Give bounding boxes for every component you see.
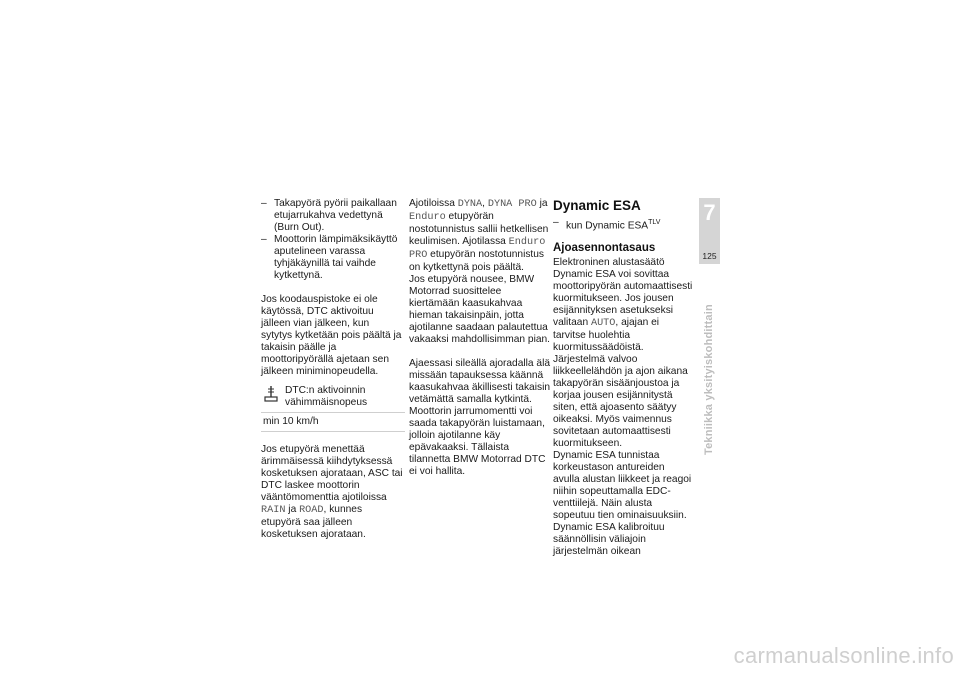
chapter-title: Tekniikka yksityiskohdittain: [703, 304, 715, 455]
gauge-icon: [263, 385, 285, 409]
section-title: Dynamic ESA: [553, 198, 641, 213]
page-number: 125: [702, 251, 717, 261]
paragraph: Jos koodauspistoke ei ole käytössä, DTC aktivoituu jälleen vian jälkeen, kun sytytys kytketään pois päältä ja takaisin päälle ja moottoripyörällä ajetaan sen jälkeen miniminopeudella.: [261, 294, 402, 377]
column-2: [409, 198, 551, 478]
spec-value: min 10 km/h: [261, 413, 405, 432]
paragraph: Ajotiloissa DYNA, DYNA PRO ja Enduro etupyörän nostotunnistus sallii hetkellisen keulimisen. Ajotilassa Enduro PRO etupyörän nostotunnistus on kytkettynä pois päältä.: [409, 198, 549, 273]
mode-rain: RAIN: [261, 505, 286, 516]
list-item: – Takapyörä pyörii paikallaan etujarrukahva vedettynä (Burn Out).: [261, 198, 397, 233]
mode-auto: AUTO: [590, 318, 616, 330]
paragraph: Dynamic ESA tunnistaa korkeustason antureiden avulla alustan liikkeet ja reagoi niihin sopeuttamalla EDC-venttiilejä. Näin alusta sopeutuu tien ominaisuuksiin. Dynamic ESA kalibroituu säännöllisin väliajoin järjestelmän oikean: [553, 450, 692, 558]
list-item: – Moottorin lämpimäksikäyttö aputelineen varassa tyhjäkäynillä tai vaihde kytkettynä.: [261, 234, 398, 281]
spec-label: DTC:n aktivoinnin vähimmäisnopeus: [285, 385, 368, 408]
paragraph: Jos etupyörä menettää ärimmäisessä kiihdytyksessä kosketuksen ajorataan, ASC tai DTC laskee moottorin vääntömomenttia ajotiloissa RAIN ja ROAD, kunnes etupyörä saa jälleen kosketuksen ajorataan.: [261, 444, 403, 540]
chapter-tab: [699, 198, 720, 264]
chapter-number: 7: [703, 200, 716, 225]
paragraph: Jos etupyörä nousee, BMW Motorrad suosittelee kiertämään kaasukahvaa hieman takaisinpäin, jotta ajotilanne saadaan palautettua vakaaksi mahdollisimman pian.: [409, 274, 550, 345]
subsection-title: Ajoasennontasaus: [553, 242, 656, 255]
watermark: carmanualsonline.info: [733, 643, 954, 668]
spec-table: [261, 382, 405, 432]
option-note: – kun Dynamic $ESA^{TLV}$: [553, 217, 661, 232]
mode-dyna-pro: DYNA PRO: [487, 199, 537, 210]
column-1: [261, 198, 403, 541]
mode-enduro-pro: Enduro PRO: [409, 237, 546, 261]
mode-enduro: Enduro: [409, 212, 446, 223]
paragraph: Ajaessasi sileällä ajoradalla älä missään tapauksessa käännä kaasukahvaa äkillisesti takaisin vetämättä samalla kytkintä. Moottorin jarrumomentti voi saada takapyörän luistamaan, jolloin ajotilanne käy epävakaaksi. Tällaista tilannetta BMW Motorrad DTC ei voi hallita.: [409, 358, 551, 477]
paragraph: Elektroninen alustasäätö Dynamic ESA voi sovittaa moottoripyörän automaattisesti kuormitukseen. Jos jousen esijännityksen asetukseksi valitaan AUTO, ajajan ei tarvitse huolehtia kuormitussäädöistä. Järjestelmä valvoo liikkeellelähdön ja ajon aikana takapyörän sisäänjoustoa ja korjaa jousen esijännitystä siten, että ajoasento säätyy oikeaksi. Myös vaimennus sovitetaan automaattisesti kuormitukseen.: [553, 257, 693, 450]
mode-dyna: DYNA: [457, 199, 483, 210]
mode-road: ROAD: [299, 505, 324, 516]
column-3: [553, 198, 693, 558]
